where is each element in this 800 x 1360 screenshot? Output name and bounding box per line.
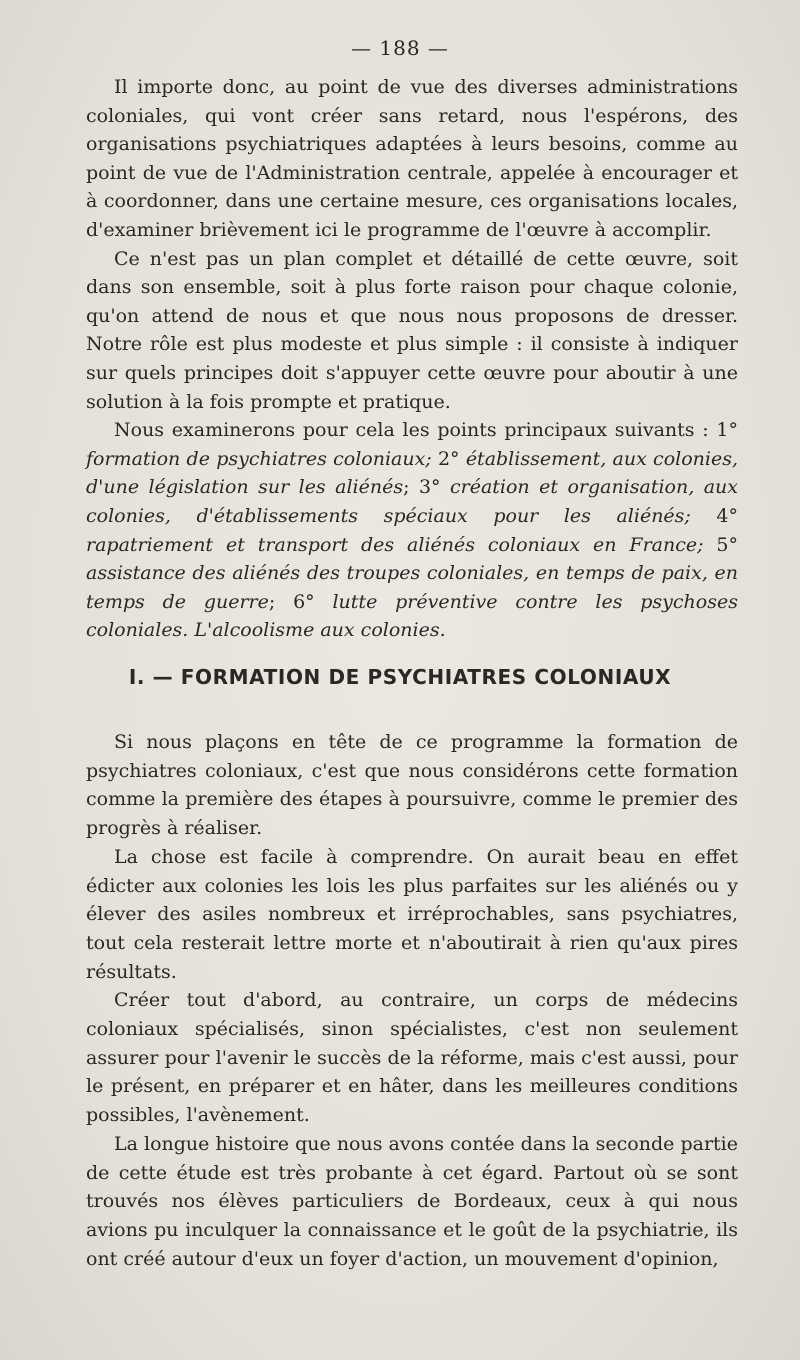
intro-text — [86, 73, 738, 645]
item-number: ; 6° — [268, 590, 333, 613]
program-item: création et organisation, aux colonies, d'établissements spéciaux pour les aliénés; — [86, 476, 738, 527]
program-item: assistance des aliénés des troupes coloniales, en temps de paix, en temps de guerre — [86, 562, 738, 613]
paragraph: Si nous plaçons en tête de ce programme la formation de psychiatres coloniaux, c'est que nous considérons cette formation comme la première des étapes à poursuivre, comme le premier des progrès à réaliser. — [86, 731, 738, 840]
program-item: établissement, aux colonies, d'une législation sur les aliénés — [86, 447, 738, 499]
program-item: formation de psychiatres coloniaux; — [86, 447, 432, 470]
item-number: ; 3° — [403, 476, 450, 499]
paragraph: La longue histoire que nous avons contée dans la seconde partie de cette étude est très probante à cet égard. Partout où se sont trouvés nos élèves particuliers de Bordeaux, ceux à qui nous avions pu inculquer la connaissance et le goût de la psychiatrie, ils ont créé autour d'eux un foyer d'action, un mouvement d'opinion, — [86, 1132, 738, 1270]
text: Nous examinerons pour cela les points principaux suivants : — [114, 419, 717, 442]
item-number: 4° — [690, 504, 738, 527]
section-heading: I. — FORMATION DE PSYCHIATRES COLONIAUX — [128, 665, 672, 689]
item-number: 1° — [716, 419, 738, 442]
item-number: 2° — [431, 447, 466, 470]
item-number: 5° — [703, 533, 738, 556]
program-item: rapatriement et transport des aliénés coloniaux en France; — [86, 533, 704, 556]
page-number: — 188 — — [351, 36, 449, 60]
section-text — [86, 728, 738, 1273]
program-item: lutte préventive contre les psychoses coloniales. L'alcoolisme aux colonies. — [86, 590, 738, 642]
paragraph-program-list — [86, 416, 738, 645]
paragraph: La chose est facile à comprendre. On aurait beau en effet édicter aux colonies les lois les plus parfaites sur les aliénés ou y élever des asiles nombreux et irréprochables, sans psychiatres, tout cela resterait lettre morte et n'aboutirait à rien qu'aux pires résultats. — [86, 845, 738, 983]
paragraph: Il importe donc, au point de vue des diverses administrations coloniales, qui vont créer sans retard, nous l'espérons, des organisations psychiatriques adaptées à leurs besoins, comme au point de vue de l'Administration centrale, appelée à encourager et à coordonner, dans une certaine mesure, ces organisations locales, d'examiner brièvement ici le programme de l'œuvre à accomplir. — [86, 76, 738, 241]
paragraph: Créer tout d'abord, au contraire, un corps de médecins coloniaux spécialisés, sinon spécialistes, c'est non seulement assurer pour l'avenir le succès de la réforme, mais c'est aussi, pour le présent, en préparer et en hâter, dans les meilleures conditions possibles, l'avènement. — [86, 989, 738, 1127]
paragraph: Ce n'est pas un plan complet et détaillé de cette œuvre, soit dans son ensemble, soit à plus forte raison pour chaque colonie, qu'on attend de nous et que nous nous proposons de dresser. Notre rôle est plus modeste et plus simple : il consiste à indiquer sur quels principes doit s'appuyer cette œuvre pour aboutir à une solution à la fois prompte et pratique. — [86, 247, 738, 413]
